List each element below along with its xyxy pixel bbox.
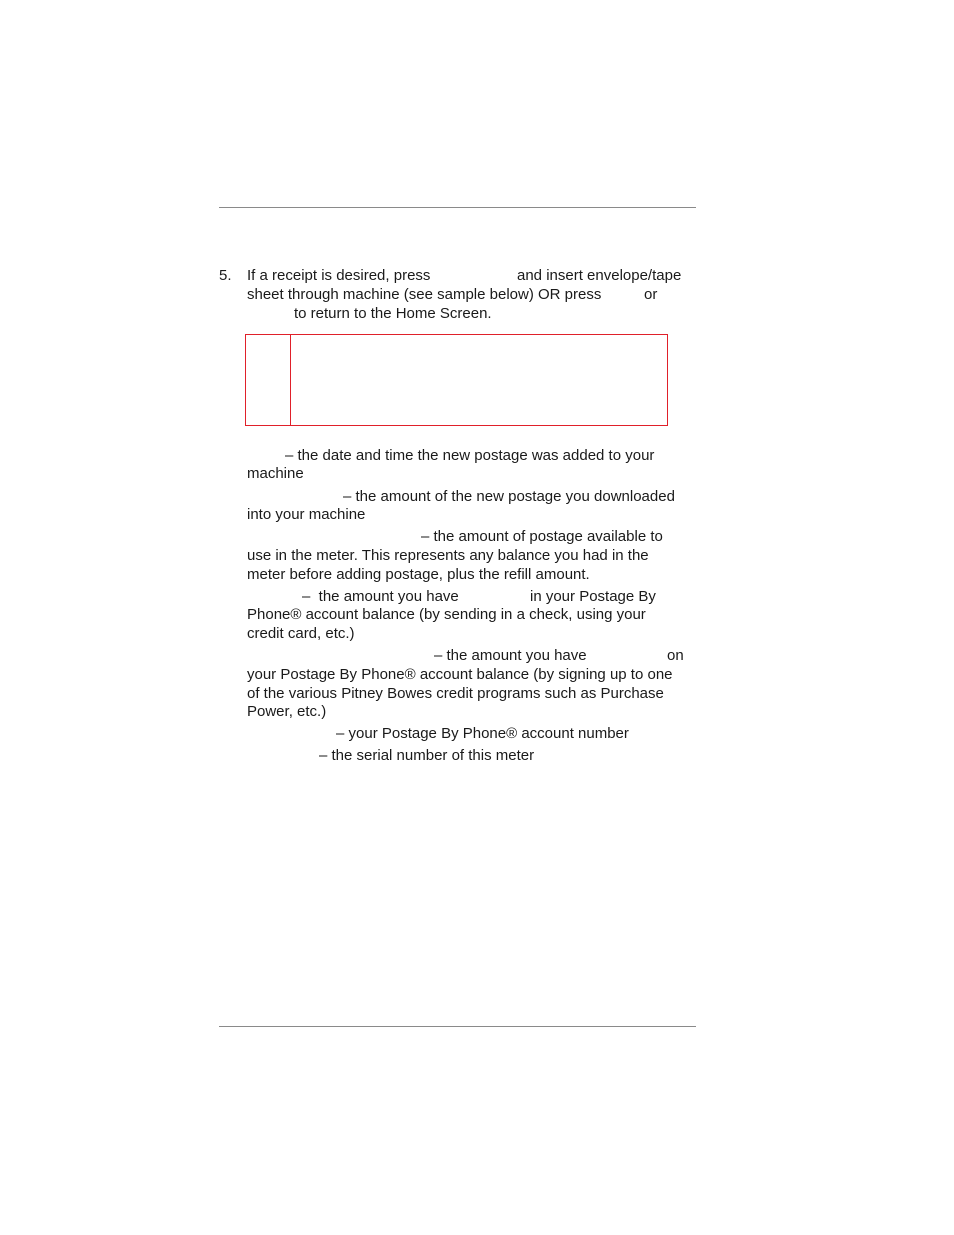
- definition-line: Power, etc.): [247, 703, 327, 720]
- definition-line: machine: [247, 465, 304, 482]
- step-text-line: If a receipt is desired, press: [247, 267, 431, 284]
- step-text-line: sheet through machine (see sample below) OR press: [247, 286, 602, 303]
- definition-line: credit card, etc.): [247, 625, 355, 642]
- note-box: [245, 334, 668, 426]
- definition-line: meter before adding postage, plus the refill amount.: [247, 566, 590, 583]
- definition-line: – the amount of the new postage you downloaded: [343, 488, 675, 505]
- definition-line: into your machine: [247, 506, 366, 523]
- definition-line: – the amount you have: [302, 588, 459, 605]
- definition-line: use in the meter. This represents any balance you had in the: [247, 547, 649, 564]
- definition-line: on: [667, 647, 684, 664]
- header-rule: [219, 207, 696, 208]
- step-text-line: and insert envelope/tape: [517, 267, 682, 284]
- step-text-line: to return to the Home Screen.: [294, 305, 492, 322]
- definition-line: – your Postage By Phone® account number: [336, 725, 629, 742]
- footer-rule: [219, 1026, 696, 1027]
- definition-line: – the serial number of this meter: [319, 747, 535, 764]
- definition-line: Phone® account balance (by sending in a check, using your: [247, 606, 646, 623]
- definition-line: – the date and time the new postage was added to your: [285, 447, 655, 464]
- definition-line: your Postage By Phone® account balance (by signing up to one: [247, 666, 673, 683]
- definition-line: in your Postage By: [530, 588, 656, 605]
- step-number: 5.: [219, 267, 232, 284]
- note-divider: [290, 335, 291, 425]
- definition-line: – the amount you have: [434, 647, 587, 664]
- definition-line: – the amount of postage available to: [421, 528, 663, 545]
- step-text-line: or: [644, 286, 658, 303]
- definition-line: of the various Pitney Bowes credit programs such as Purchase: [247, 685, 664, 702]
